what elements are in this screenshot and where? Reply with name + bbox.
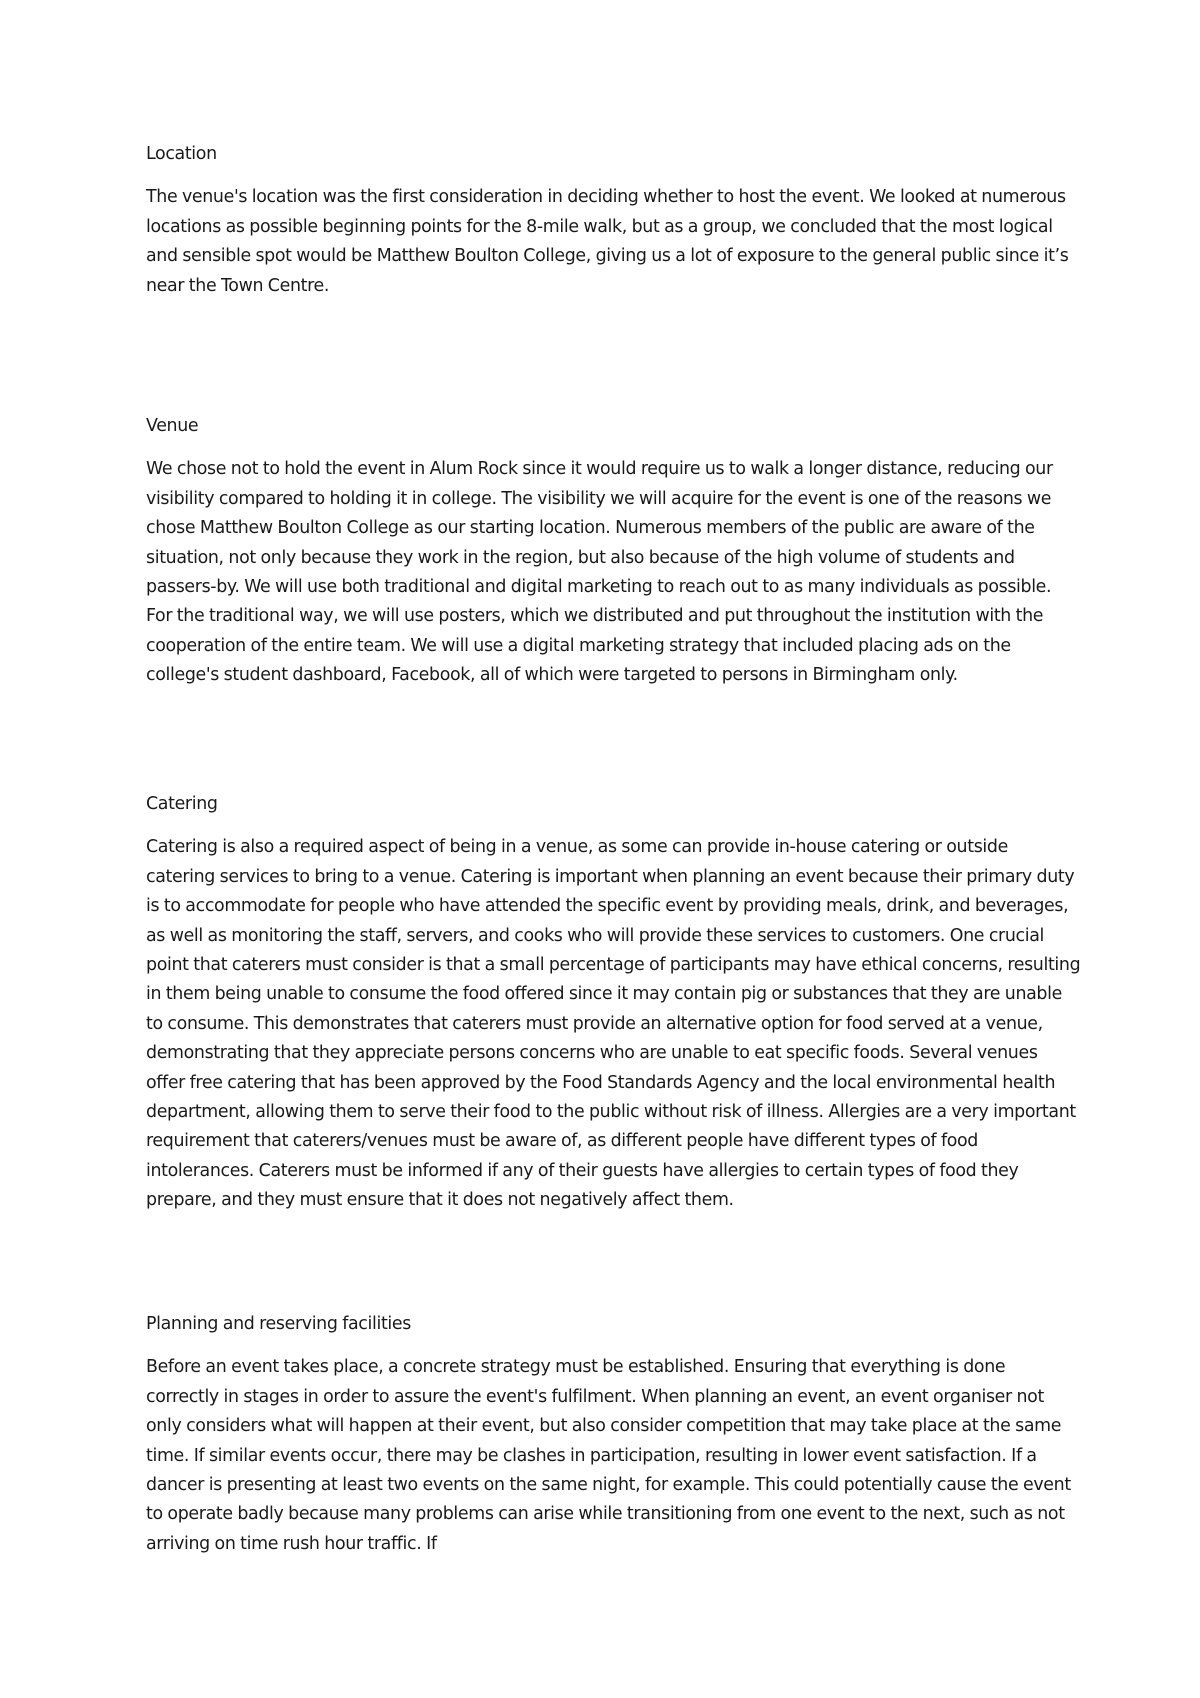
section-body-location: The venue's location was the first consideration in deciding whether to host the event. We looked at numerous locations as possible beginning points for the 8-mile walk, but as a group, we concluded that the most logical and sensible spot would be Matthew Boulton College, giving us a lot of exposure to the general public since it’s near the Town Centre. (146, 187, 1069, 296)
section-heading-catering: Catering (146, 794, 218, 814)
section-heading-location: Location (146, 144, 217, 164)
section-venue (146, 412, 1081, 691)
section-body-venue: We chose not to hold the event in Alum Rock since it would require us to walk a longer distance, reducing our visibility compared to holding it in college. The visibility we will acquire for the event is one of the reasons we chose Matthew Boulton College as our starting location. Numerous members of the public are aware of the situation, not only because they work in the region, but also because of the high volume of students and passers-by. We will use both traditional and digital marketing to reach out to as many individuals as possible. For the traditional way, we will use posters, which we distributed and put throughout the institution with the cooperation of the entire team. We will use a digital marketing strategy that included placing ads on the college's student dashboard, Facebook, all of which were targeted to persons in Birmingham only. (146, 459, 1053, 686)
section-planning (146, 1310, 1081, 1559)
section-heading-planning: Planning and reserving facilities (146, 1314, 411, 1334)
section-location (146, 140, 1081, 301)
section-catering (146, 790, 1081, 1216)
section-body-catering: Catering is also a required aspect of being in a venue, as some can provide in-house catering or outside catering services to bring to a venue. Catering is important when planning an event because their primary duty is to accommodate for people who have attended the specific event by providing meals, drink, and beverages, as well as monitoring the staff, servers, and cooks who will provide these services to customers. One crucial point that caterers must consider is that a small percentage of participants may have ethical concerns, resulting in them being unable to consume the food offered since it may contain pig or substances that they are unable to consume. This demonstrates that caterers must provide an alternative option for food served at a venue, demonstrating that they appreciate persons concerns who are unable to eat specific foods. Several venues offer free catering that has been approved by the Food Standards Agency and the local environmental health department, allowing them to serve their food to the public without risk of illness. Allergies are a very important requirement that caterers/venues must be aware of, as different people have different types of food intolerances. Caterers must be informed if any of their guests have allergies to certain types of food they prepare, and they must ensure that it does not negatively affect them. (146, 837, 1081, 1211)
section-body-planning: Before an event takes place, a concrete strategy must be established. Ensuring that everything is done correctly in stages in order to assure the event's fulfilment. When planning an event, an event organiser not only considers what will happen at their event, but also consider competition that may take place at the same time. If similar events occur, there may be clashes in participation, resulting in lower event satisfaction. If a dancer is presenting at least two events on the same night, for example. This could potentially cause the event to operate badly because many problems can arise while transitioning from one event to the next, such as not arriving on time rush hour traffic. If (146, 1357, 1071, 1554)
section-heading-venue: Venue (146, 416, 199, 436)
